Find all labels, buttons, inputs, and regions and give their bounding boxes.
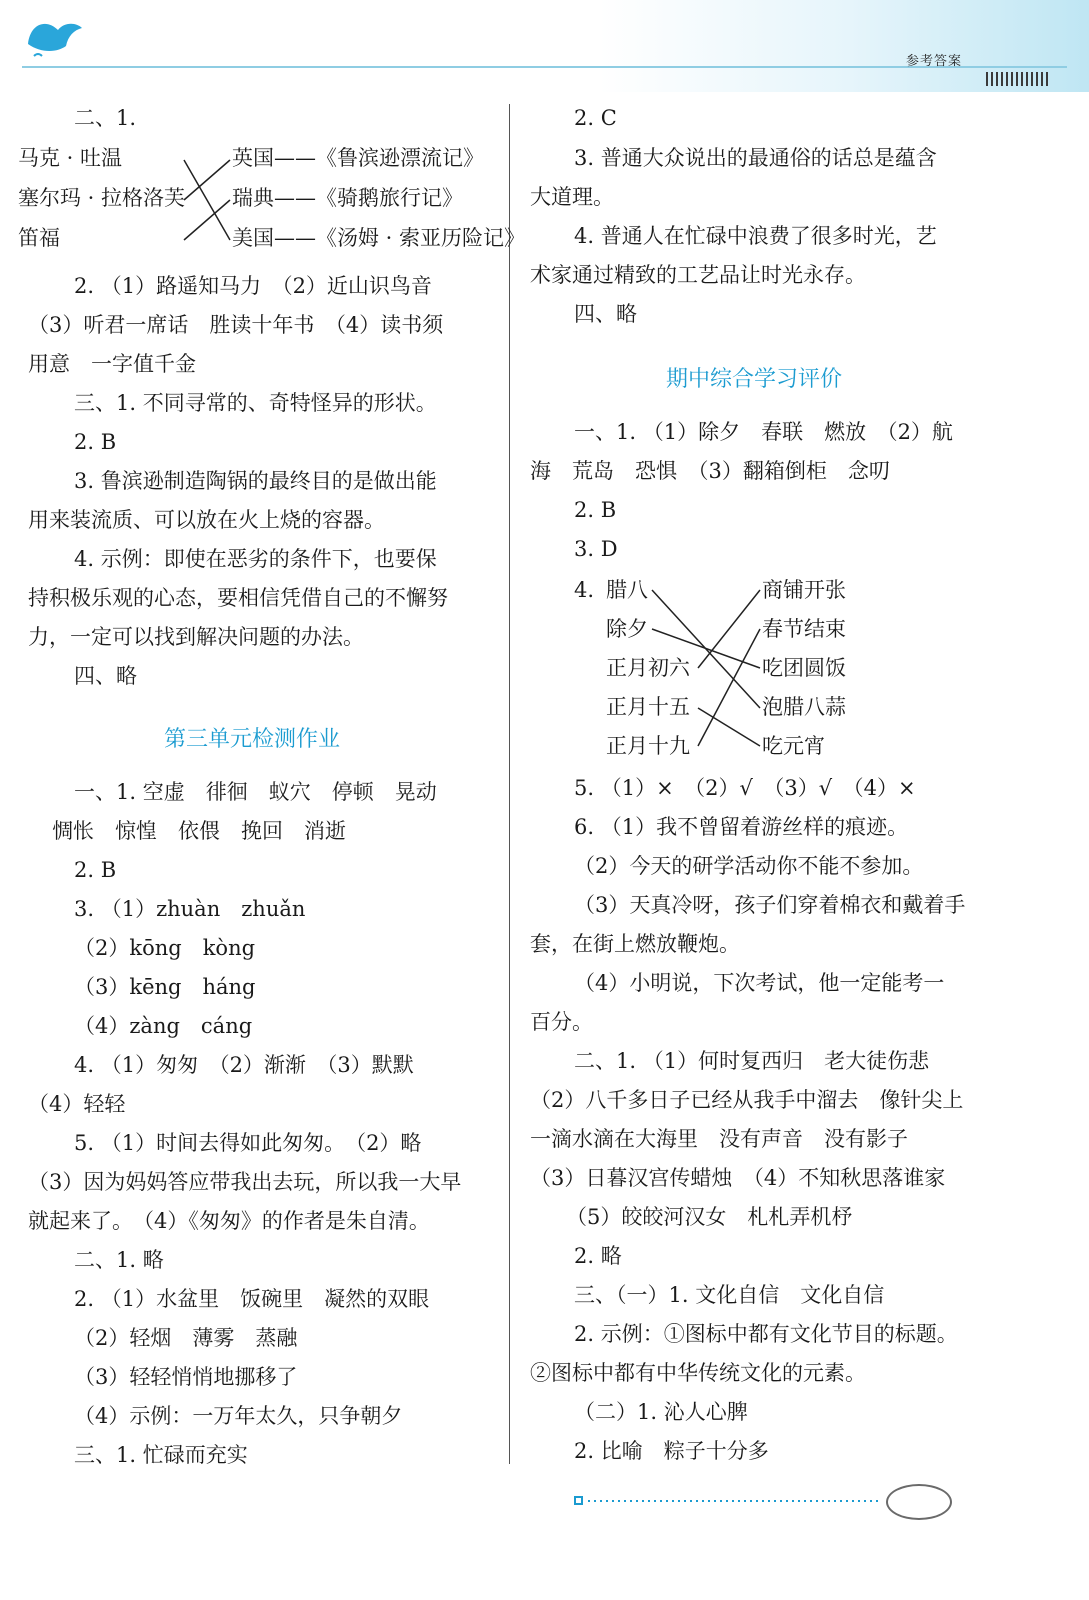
right-line: 3. D xyxy=(574,537,618,561)
section-heading: 第三单元检测作业 xyxy=(164,727,341,752)
left-line: 2. （1）水盆里 饭碗里 凝然的双眼 xyxy=(74,1287,430,1311)
left-line: （2）轻烟 薄雾 蒸融 xyxy=(74,1326,298,1350)
match-book: 英国——《鲁滨逊漂流记》 xyxy=(232,146,484,170)
festival-date: 正月初六 xyxy=(606,656,690,680)
right-line: 2. 略 xyxy=(574,1244,622,1268)
festival-date: 腊八 xyxy=(606,578,648,602)
left-line: 三、1. 忙碌而充实 xyxy=(74,1443,248,1467)
left-line: （2）kōng kòng xyxy=(74,936,256,960)
right-line: 2. 比喻 粽子十分多 xyxy=(574,1439,769,1463)
header-label: 参考答案 xyxy=(906,54,963,69)
festival-custom: 商铺开张 xyxy=(762,578,846,602)
right-line: （2）今天的研学活动你不能不参加。 xyxy=(574,854,924,878)
right-line: 三、（一）1. 文化自信 文化自信 xyxy=(574,1283,885,1307)
page-number-oval xyxy=(886,1484,952,1520)
left-line: （3）kēng háng xyxy=(74,975,256,999)
right-line: 2. 示例：①图标中都有文化节目的标题。 xyxy=(574,1322,958,1346)
festival-date: 正月十九 xyxy=(606,734,690,758)
left-line: 力，一定可以找到解决问题的办法。 xyxy=(28,625,364,649)
right-line: （2）八千多日子已经从我手中溜去 像针尖上 xyxy=(530,1088,964,1112)
left-line: （4）示例：一万年太久，只争朝夕 xyxy=(74,1404,403,1428)
festival-date: 正月十五 xyxy=(606,695,690,719)
right-line: 2. C xyxy=(574,106,617,130)
left-line: 就起来了。 （4）《匆匆》的作者是朱自清。 xyxy=(28,1209,430,1233)
right-line: 5. （1）× （2）√ （3）√ （4）× xyxy=(574,776,916,800)
right-line: （3）天真冷呀，孩子们穿着棉衣和戴着手 xyxy=(574,893,966,917)
right-line: （二）1. 沁人心脾 xyxy=(574,1400,748,1424)
left-line: 3. （1）zhuàn zhuǎn xyxy=(74,897,306,921)
left-line: （3）因为妈妈答应带我出去玩，所以我一大早 xyxy=(28,1170,462,1194)
left-line: （4）轻轻 xyxy=(28,1092,126,1116)
match-book: 美国——《汤姆 · 索亚历险记》 xyxy=(232,226,526,250)
match-author: 马克 · 吐温 xyxy=(18,146,123,170)
match-prefix: 4. xyxy=(574,578,595,602)
left-line: 惆怅 惊惶 依偎 挽回 消逝 xyxy=(52,819,346,843)
right-line: 百分。 xyxy=(530,1010,593,1034)
left-line: 2. B xyxy=(74,858,117,882)
left-line: 三、1. 不同寻常的、奇特怪异的形状。 xyxy=(74,391,437,415)
right-line: 四、略 xyxy=(574,302,637,326)
right-line: ②图标中都有中华传统文化的元素。 xyxy=(530,1361,866,1385)
left-line: 用来装流质、可以放在火上烧的容器。 xyxy=(28,508,385,532)
footer-square-icon xyxy=(574,1496,583,1505)
left-line: （4）zàng cáng xyxy=(74,1014,253,1038)
left-line: 5. （1）时间去得如此匆匆。 （2）略 xyxy=(74,1131,422,1155)
right-line: 一、1. （1）除夕 春联 燃放 （2）航 xyxy=(574,420,953,444)
right-line: 大道理。 xyxy=(530,185,614,209)
right-line: （3）日暮汉宫传蜡烛 （4）不知秋思落谁家 xyxy=(530,1166,946,1190)
footer-dotted-line xyxy=(574,1496,884,1506)
left-line: 4. （1）匆匆 （2）渐渐 （3）默默 xyxy=(74,1053,414,1077)
right-line: （4）小明说，下次考试，他一定能考一 xyxy=(574,971,945,995)
festival-date: 除夕 xyxy=(606,617,648,641)
left-line: 3. 鲁滨逊制造陶锅的最终目的是做出能 xyxy=(74,469,437,493)
left-line: 2. B xyxy=(74,430,117,454)
match-author: 塞尔玛 · 拉格洛芙 xyxy=(18,186,186,210)
right-line: 3. 普通大众说出的最通俗的话总是蕴含 xyxy=(574,146,937,170)
right-line: 二、1. （1）何时复西归 老大徒伤悲 xyxy=(574,1049,930,1073)
left-line: 2. （1）路遥知马力 （2）近山识鸟音 xyxy=(74,274,432,298)
right-line: 海 荒岛 恐惧 （3）翻箱倒柜 念叨 xyxy=(530,459,890,483)
left-line: （3）听君一席话 胜读十年书 （4）读书须 xyxy=(28,313,444,337)
left-line: 一、1. 空虚 徘徊 蚁穴 停顿 晃动 xyxy=(74,780,437,804)
left-line: （3）轻轻悄悄地挪移了 xyxy=(74,1365,298,1389)
right-line: 一滴水滴在大海里 没有声音 没有影子 xyxy=(530,1127,908,1151)
right-line: 4. 普通人在忙碌中浪费了很多时光，艺 xyxy=(574,224,937,248)
right-line: （5）皎皎河汉女 札札弄机杼 xyxy=(566,1205,853,1229)
left-line: 二、1. 略 xyxy=(74,1248,164,1272)
match-author: 笛福 xyxy=(18,226,60,250)
festival-custom: 吃元宵 xyxy=(762,734,825,758)
left-line: 持积极乐观的心态，要相信凭借自己的不懈努 xyxy=(28,586,448,610)
festival-custom: 吃团圆饭 xyxy=(762,656,846,680)
right-line: 6. （1）我不曾留着游丝样的痕迹。 xyxy=(574,815,909,839)
right-line: 套，在街上燃放鞭炮。 xyxy=(530,932,740,956)
left-line: 四、略 xyxy=(74,664,137,688)
left-line: 4. 示例：即使在恶劣的条件下，也要保 xyxy=(74,547,437,571)
festival-custom: 泡腊八蒜 xyxy=(762,695,846,719)
left-line: 用意 一字值千金 xyxy=(28,352,196,376)
right-line: 2. B xyxy=(574,498,617,522)
right-line: 术家通过精致的工艺品让时光永存。 xyxy=(530,263,866,287)
left-line: 二、1. xyxy=(74,106,137,130)
festival-custom: 春节结束 xyxy=(762,617,846,641)
match-book: 瑞典——《骑鹅旅行记》 xyxy=(232,186,463,210)
section-heading: 期中综合学习评价 xyxy=(666,367,843,392)
